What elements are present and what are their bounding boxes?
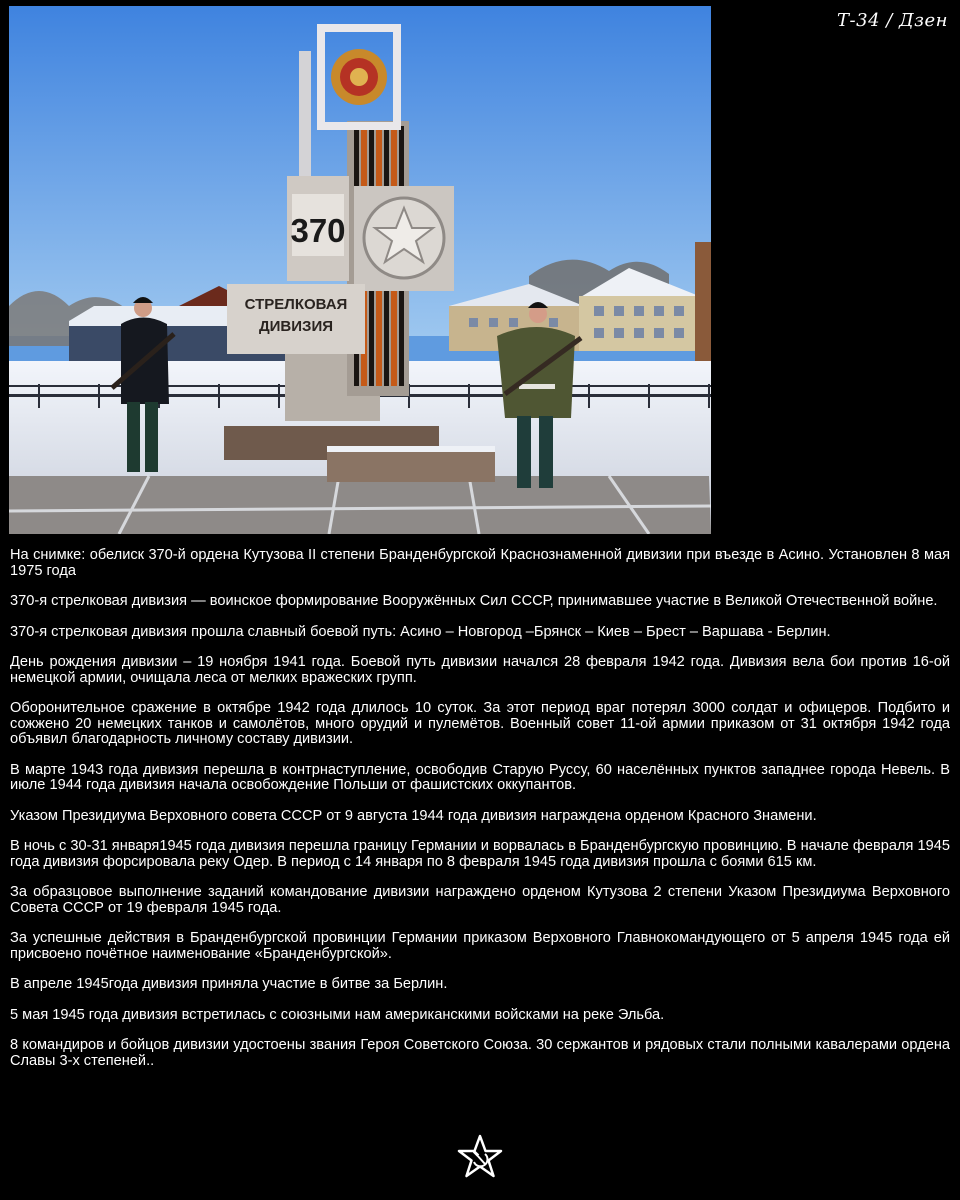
paragraph: В апреле 1945года дивизия приняла участие в битве за Берлин. [10,976,448,992]
sign-text-line2: ДИВИЗИЯ [258,318,334,335]
star-hammer-sickle-icon [457,1134,503,1180]
paragraph: 8 командиров и бойцов дивизии удостоены звания Героя Советского Союза. 30 сержантов и рядовых стали полными кавалерами ордена Славы 3-х степеней.. [10,1037,950,1069]
monument-photo [9,6,711,534]
brand-watermark: Т-34 / Дзен [837,10,948,31]
paragraph: За успешные действия в Бранденбургской провинции Германии приказом Верховного Главнокомандующего от 5 апреля 1945 года ей присвоено почётное наименование «Бранденбургской». [10,930,950,962]
paragraph: За образцовое выполнение заданий командование дивизии награждено орденом Кутузова 2 степени Указом Президиума Верховного Совета СССР от 19 февраля 1945 года. [10,884,950,916]
paragraph: В ночь с 30-31 января1945 года дивизия перешла границу Германии и ворвалась в Бранденбургскую провинцию. В начале февраля 1945 года дивизия форсировала реку Одер. В период с 14 января по 8 февраля 1945 года дивизия прошла с боями 615 км. [10,838,950,870]
paragraph: В марте 1943 года дивизия перешла в контрнаступление, освободив Старую Руссу, 60 населённых пунктов западнее города Невель. В июле 1944 года дивизия начала освобождение Польши от фашистских оккупантов. [10,761,950,793]
paragraph: Указом Президиума Верховного совета СССР от 9 августа 1944 года дивизия награждена орденом Красного Знамени. [10,807,817,824]
sign-text-line1: СТРЕЛКОВАЯ [244,296,348,313]
paragraph: 370-я стрелковая дивизия — воинское формирование Вооружённых Сил СССР, принимавшее участие в Великой Отечественной войне. [10,593,938,609]
sign-number: 370 [290,212,346,249]
paragraph: День рождения дивизии – 19 ноября 1941 года. Боевой путь дивизии начался 28 февраля 1942 года. Дивизия вела бои против 16-ой немецкой армии, очищала леса от мелких вражеских групп. [10,654,950,686]
paragraph: 5 мая 1945 года дивизия встретилась с союзными нам американскими войсками на реке Эльба. [10,1006,665,1023]
article-body [10,548,950,1084]
paragraph: Оборонительное сражение в октябре 1942 года длилось 10 суток. За этот период враг потерял 3000 солдат и офицеров. Подбито и сожжено 20 немецких танков и самолётов, много орудий и пулемётов. Военный совет 11-ой армии приказом от 31 октября 1942 года объявил благодарность личному составу дивизии. [10,700,950,747]
monument-scene [9,6,711,534]
paragraph: На снимке: обелиск 370-й ордена Кутузова II степени Бранденбургской Краснознаменной дивизии при въезде в Асино. Установлен 8 мая 1975 года [10,547,950,579]
paragraph: 370-я стрелковая дивизия прошла славный боевой путь: Асино – Новгород –Брянск – Киев – Брест – Варшава - Берлин. [10,623,831,640]
